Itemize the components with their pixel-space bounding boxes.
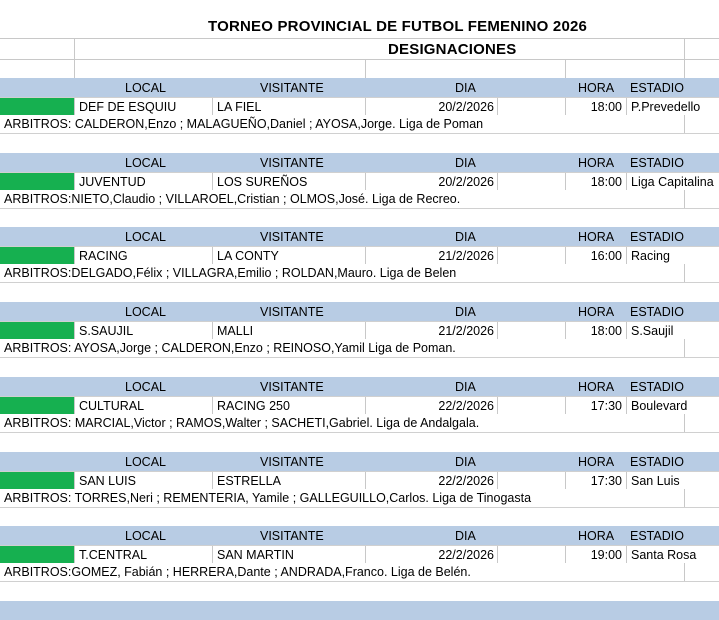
cell-divider (565, 322, 566, 340)
cell-estadio: Liga Capitalina (631, 175, 714, 189)
header-local: LOCAL (125, 81, 166, 95)
cell-divider (565, 247, 566, 265)
cell-dia: 20/2/2026 (438, 175, 494, 189)
cell-dia: 21/2/2026 (438, 249, 494, 263)
grid-line (684, 38, 685, 78)
cell-divider (212, 98, 213, 116)
cell-estadio: Santa Rosa (631, 548, 697, 562)
cell-divider (74, 472, 75, 490)
cell-divider (626, 397, 627, 415)
cell-local: JUVENTUD (79, 175, 146, 189)
header-visitante: VISITANTE (260, 529, 324, 543)
cell-estadio: San Luis (631, 474, 680, 488)
header-estadio: ESTADIO (630, 230, 684, 244)
cell-divider (684, 264, 685, 282)
cell-divider (626, 173, 627, 191)
cell-visitante: LOS SUREÑOS (217, 175, 308, 189)
header-estadio: ESTADIO (630, 529, 684, 543)
cell-visitante: RACING 250 (217, 399, 290, 413)
cell-local: S.SAUJIL (79, 324, 134, 338)
cell-divider (684, 339, 685, 357)
cell-hora: 18:00 (590, 175, 622, 189)
cell-hora: 18:00 (590, 100, 622, 114)
cell-divider (565, 98, 566, 116)
cell-arbitros: ARBITROS:GOMEZ, Fabián ; HERRERA,Dante ; ANDRADA,Franco. Liga de Belén. (4, 565, 471, 579)
cell-arbitros: ARBITROS: MARCIAL,Victor ; RAMOS,Walter ; SACHETI,Gabriel. Liga de Andalgala. (4, 416, 480, 430)
cell-divider (212, 546, 213, 564)
cell-local: SAN LUIS (79, 474, 136, 488)
cell-divider (497, 546, 498, 564)
header-visitante: VISITANTE (260, 380, 324, 394)
cell-divider (212, 173, 213, 191)
page-title: TORNEO PROVINCIAL DE FUTBOL FEMENINO 2026 (208, 18, 588, 35)
marker-cell (0, 173, 74, 191)
header-visitante: VISITANTE (260, 81, 324, 95)
header-hora: HORA (578, 81, 615, 95)
referees-row (0, 563, 719, 582)
cell-divider (365, 472, 366, 490)
cell-visitante: SAN MARTIN (217, 548, 294, 562)
header-row (0, 79, 719, 98)
cell-visitante: MALLI (217, 324, 254, 338)
cell-divider (497, 397, 498, 415)
cell-divider (497, 173, 498, 191)
cell-divider (684, 489, 685, 507)
grid-line (74, 38, 75, 78)
header-visitante: VISITANTE (260, 455, 324, 469)
header-hora: HORA (578, 529, 615, 543)
cell-divider (626, 472, 627, 490)
marker-cell (0, 472, 74, 490)
page-subtitle: DESIGNACIONES (388, 41, 517, 58)
match-row (0, 246, 719, 265)
referees-row (0, 339, 719, 358)
cell-divider (626, 247, 627, 265)
marker-cell (0, 247, 74, 265)
header-row (0, 228, 719, 247)
header-hora: HORA (578, 156, 615, 170)
cell-divider (565, 546, 566, 564)
cell-arbitros: ARBITROS: AYOSA,Jorge ; CALDERON,Enzo ; REINOSO,Yamil Liga de Poman. (4, 341, 456, 355)
cell-visitante: LA CONTY (217, 249, 279, 263)
cell-divider (74, 173, 75, 191)
cell-hora: 18:00 (590, 324, 622, 338)
cell-visitante: ESTRELLA (217, 474, 281, 488)
cell-hora: 17:30 (590, 399, 622, 413)
cell-divider (365, 173, 366, 191)
header-row (0, 378, 719, 397)
cell-arbitros: ARBITROS: TORRES,Neri ; REMENTERIA, Yamile ; GALLEGUILLO,Carlos. Liga de Tinogasta (4, 491, 532, 505)
cell-divider (626, 322, 627, 340)
cell-dia: 22/2/2026 (438, 548, 494, 562)
header-dia: DIA (455, 380, 476, 394)
header-hora: HORA (578, 380, 615, 394)
marker-cell (0, 322, 74, 340)
header-row (0, 303, 719, 322)
referees-row (0, 414, 719, 433)
grid-line (565, 59, 566, 78)
cell-divider (684, 563, 685, 581)
marker-cell (0, 98, 74, 116)
header-visitante: VISITANTE (260, 230, 324, 244)
cell-arbitros: ARBITROS:DELGADO,Félix ; VILLAGRA,Emilio ; ROLDAN,Mauro. Liga de Belen (4, 266, 457, 280)
cell-local: T.CENTRAL (79, 548, 148, 562)
cell-divider (626, 98, 627, 116)
header-dia: DIA (455, 230, 476, 244)
cell-divider (365, 247, 366, 265)
cell-local: CULTURAL (79, 399, 145, 413)
header-row (0, 527, 719, 546)
referees-row (0, 190, 719, 209)
cell-divider (212, 247, 213, 265)
header-dia: DIA (455, 305, 476, 319)
header-visitante: VISITANTE (260, 156, 324, 170)
cell-estadio: S.Saujil (631, 324, 674, 338)
header-local: LOCAL (125, 529, 166, 543)
cell-visitante: LA FIEL (217, 100, 262, 114)
cell-divider (74, 546, 75, 564)
cell-dia: 20/2/2026 (438, 100, 494, 114)
header-local: LOCAL (125, 156, 166, 170)
cell-divider (212, 322, 213, 340)
header-estadio: ESTADIO (630, 380, 684, 394)
cell-divider (497, 472, 498, 490)
cell-divider (626, 546, 627, 564)
cell-divider (365, 397, 366, 415)
cell-dia: 22/2/2026 (438, 474, 494, 488)
cell-divider (365, 546, 366, 564)
marker-cell (0, 546, 74, 564)
grid-line (0, 59, 719, 60)
header-visitante: VISITANTE (260, 305, 324, 319)
match-row (0, 97, 719, 116)
header-dia: DIA (455, 81, 476, 95)
cell-divider (74, 247, 75, 265)
header-hora: HORA (578, 230, 615, 244)
match-row (0, 396, 719, 415)
cell-hora: 16:00 (590, 249, 622, 263)
cell-divider (212, 472, 213, 490)
header-dia: DIA (455, 529, 476, 543)
header-hora: HORA (578, 455, 615, 469)
cell-divider (212, 397, 213, 415)
header-local: LOCAL (125, 305, 166, 319)
match-row (0, 471, 719, 490)
header-dia: DIA (455, 455, 476, 469)
grid-line (365, 59, 366, 78)
referees-row (0, 489, 719, 508)
marker-cell (0, 397, 74, 415)
cell-local: RACING (79, 249, 128, 263)
cell-arbitros: ARBITROS:NIETO,Claudio ; VILLAROEL,Cristian ; OLMOS,José. Liga de Recreo. (4, 192, 461, 206)
cell-divider (565, 173, 566, 191)
header-estadio: ESTADIO (630, 455, 684, 469)
cell-divider (684, 115, 685, 133)
header-row (0, 453, 719, 472)
header-dia: DIA (455, 156, 476, 170)
match-row (0, 172, 719, 191)
cell-local: DEF DE ESQUIU (79, 100, 177, 114)
subtitle-row (0, 39, 719, 61)
cell-divider (365, 322, 366, 340)
cell-estadio: Boulevard (631, 399, 688, 413)
cell-divider (74, 397, 75, 415)
cell-estadio: P.Prevedello (631, 100, 701, 114)
match-row (0, 321, 719, 340)
cell-estadio: Racing (631, 249, 670, 263)
header-local: LOCAL (125, 380, 166, 394)
header-estadio: ESTADIO (630, 305, 684, 319)
referees-row (0, 264, 719, 283)
referees-row (0, 115, 719, 134)
header-local: LOCAL (125, 230, 166, 244)
cell-divider (497, 247, 498, 265)
separator-band (0, 601, 719, 620)
cell-divider (497, 322, 498, 340)
header-estadio: ESTADIO (630, 156, 684, 170)
cell-divider (74, 98, 75, 116)
cell-divider (684, 414, 685, 432)
header-estadio: ESTADIO (630, 81, 684, 95)
header-hora: HORA (578, 305, 615, 319)
match-row (0, 545, 719, 564)
cell-divider (684, 190, 685, 208)
cell-dia: 22/2/2026 (438, 399, 494, 413)
cell-dia: 21/2/2026 (438, 324, 494, 338)
cell-divider (565, 472, 566, 490)
header-row (0, 154, 719, 173)
cell-divider (565, 397, 566, 415)
cell-hora: 19:00 (590, 548, 622, 562)
header-local: LOCAL (125, 455, 166, 469)
cell-divider (365, 98, 366, 116)
cell-divider (74, 322, 75, 340)
cell-hora: 17:30 (590, 474, 622, 488)
cell-divider (497, 98, 498, 116)
title-row (0, 16, 719, 38)
cell-arbitros: ARBITROS: CALDERON,Enzo ; MALAGUEÑO,Daniel ; AYOSA,Jorge. Liga de Poman (4, 117, 484, 131)
